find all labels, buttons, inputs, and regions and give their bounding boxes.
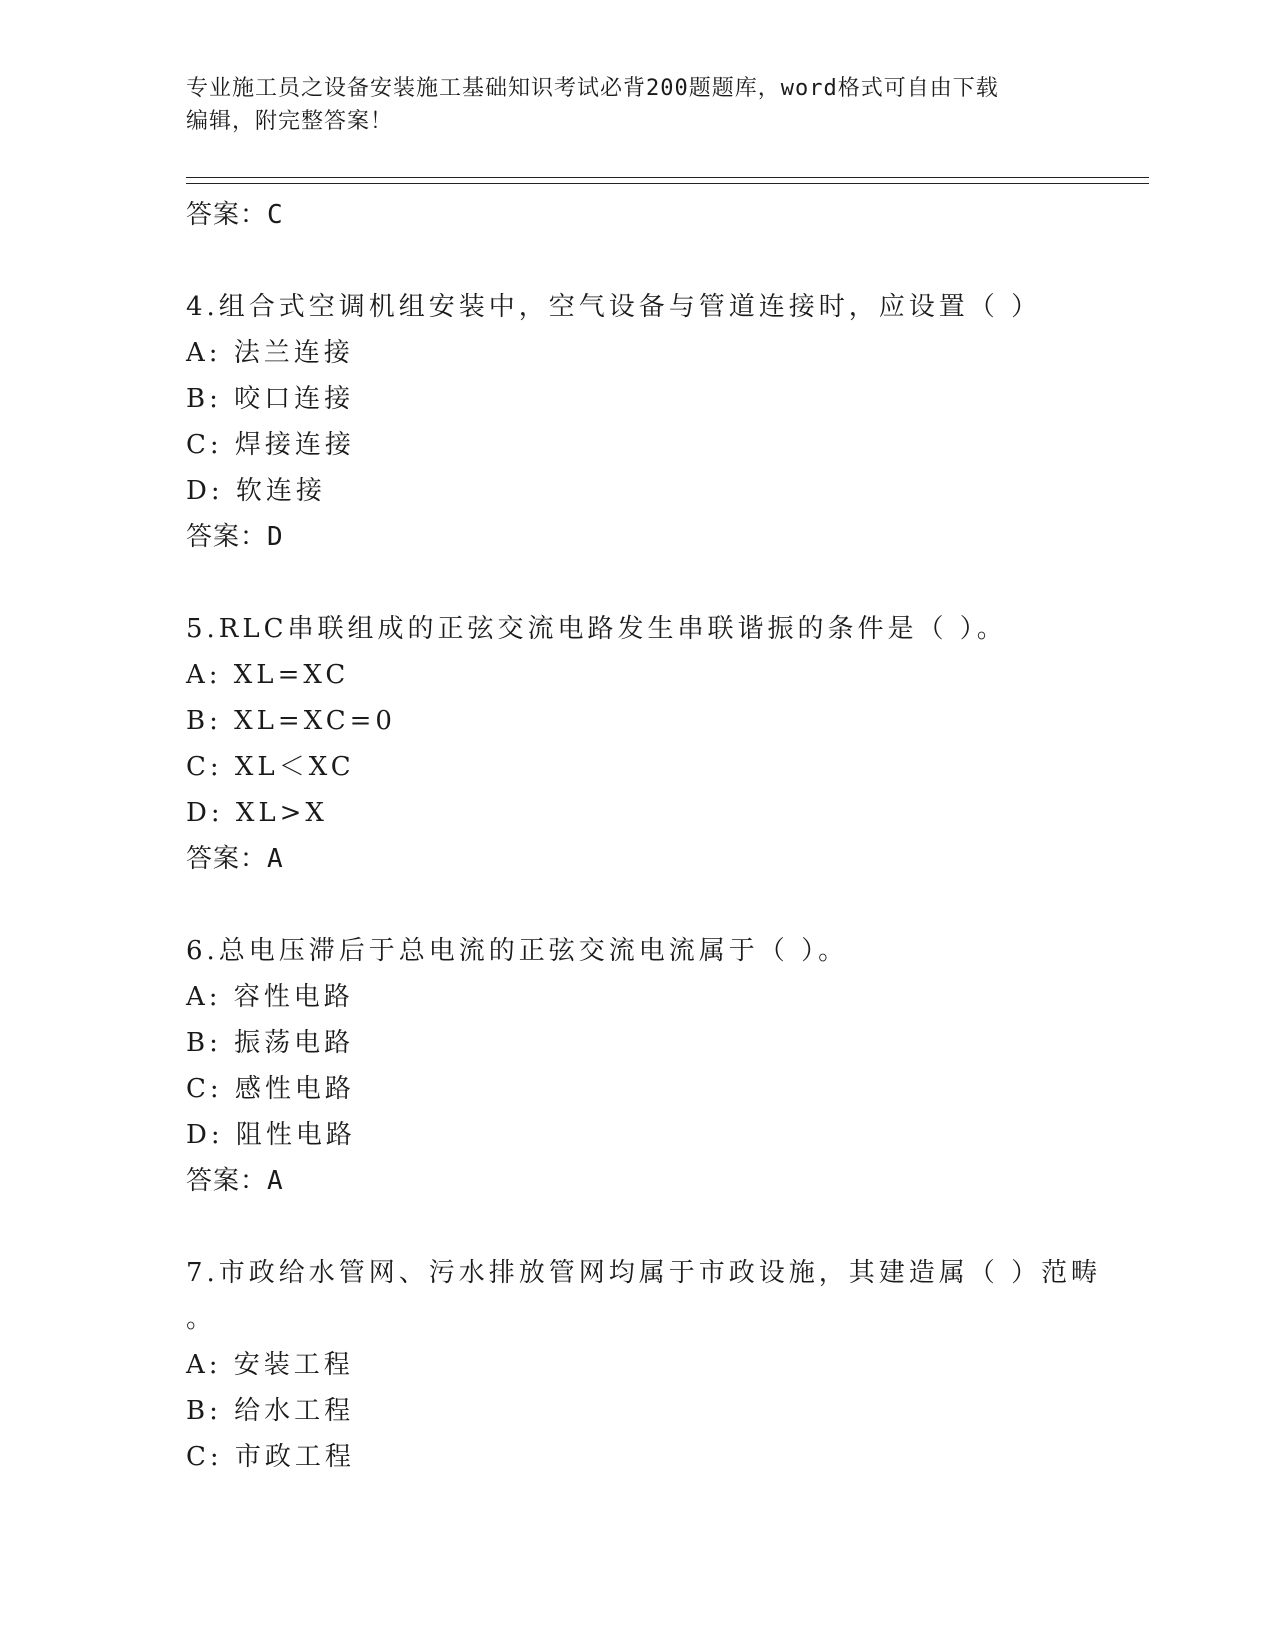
question-stem: 7.市政给水管网、污水排放管网均属于市政设施，其建造属（ ）范畴 — [186, 1258, 1102, 1288]
option-d: D: XL>X — [186, 798, 328, 828]
option-b: B: 给水工程 — [186, 1396, 355, 1426]
option-b: B: 咬口连接 — [186, 384, 355, 414]
question-block — [186, 1250, 1102, 1480]
question-stem: 6.总电压滞后于总电流的正弦交流电流属于（ ）。 — [186, 936, 849, 966]
option-b: B: XL=XC=0 — [186, 706, 396, 736]
option-d: D: 软连接 — [186, 476, 326, 506]
option-c: C: 感性电路 — [186, 1074, 355, 1104]
spacer — [186, 1204, 1086, 1250]
header-line-1: 专业施工员之设备安装施工基础知识考试必背200题题库，word格式可自由下载 — [186, 76, 999, 101]
option-d: D: 阻性电路 — [186, 1120, 356, 1150]
option-c: C: 焊接连接 — [186, 430, 355, 460]
question-stem-continuation: 。 — [186, 1304, 217, 1334]
answer-line: 答案：A — [186, 844, 284, 874]
option-b: B: 振荡电路 — [186, 1028, 355, 1058]
option-c: C: XL＜XC — [186, 752, 355, 782]
question-stem: 4.组合式空调机组安装中，空气设备与管道连接时，应设置（ ） — [186, 292, 1042, 322]
answer-line: 答案：D — [186, 522, 284, 552]
question-block — [186, 284, 1086, 560]
question-stem: 5.RLC串联组成的正弦交流电路发生串联谐振的条件是（ ）。 — [186, 614, 1007, 644]
option-a: A: 安装工程 — [186, 1350, 354, 1380]
option-a: A: 法兰连接 — [186, 338, 354, 368]
header-line-2: 编辑，附完整答案！ — [186, 109, 394, 134]
option-a: A: XL=XC — [186, 660, 350, 690]
document-header — [186, 72, 1066, 138]
question-block — [186, 606, 1086, 882]
answer-line: 答案：C — [186, 200, 284, 230]
option-a: A: 容性电路 — [186, 982, 354, 1012]
answer-line: 答案：A — [186, 1166, 284, 1196]
spacer — [186, 560, 1086, 606]
option-c: C: 市政工程 — [186, 1442, 355, 1472]
header-rule-top — [186, 177, 1149, 178]
question-list — [186, 192, 1102, 1480]
spacer — [186, 882, 1086, 928]
header-rule-bottom — [186, 183, 1149, 184]
spacer — [186, 238, 1086, 284]
question-block — [186, 928, 1086, 1204]
